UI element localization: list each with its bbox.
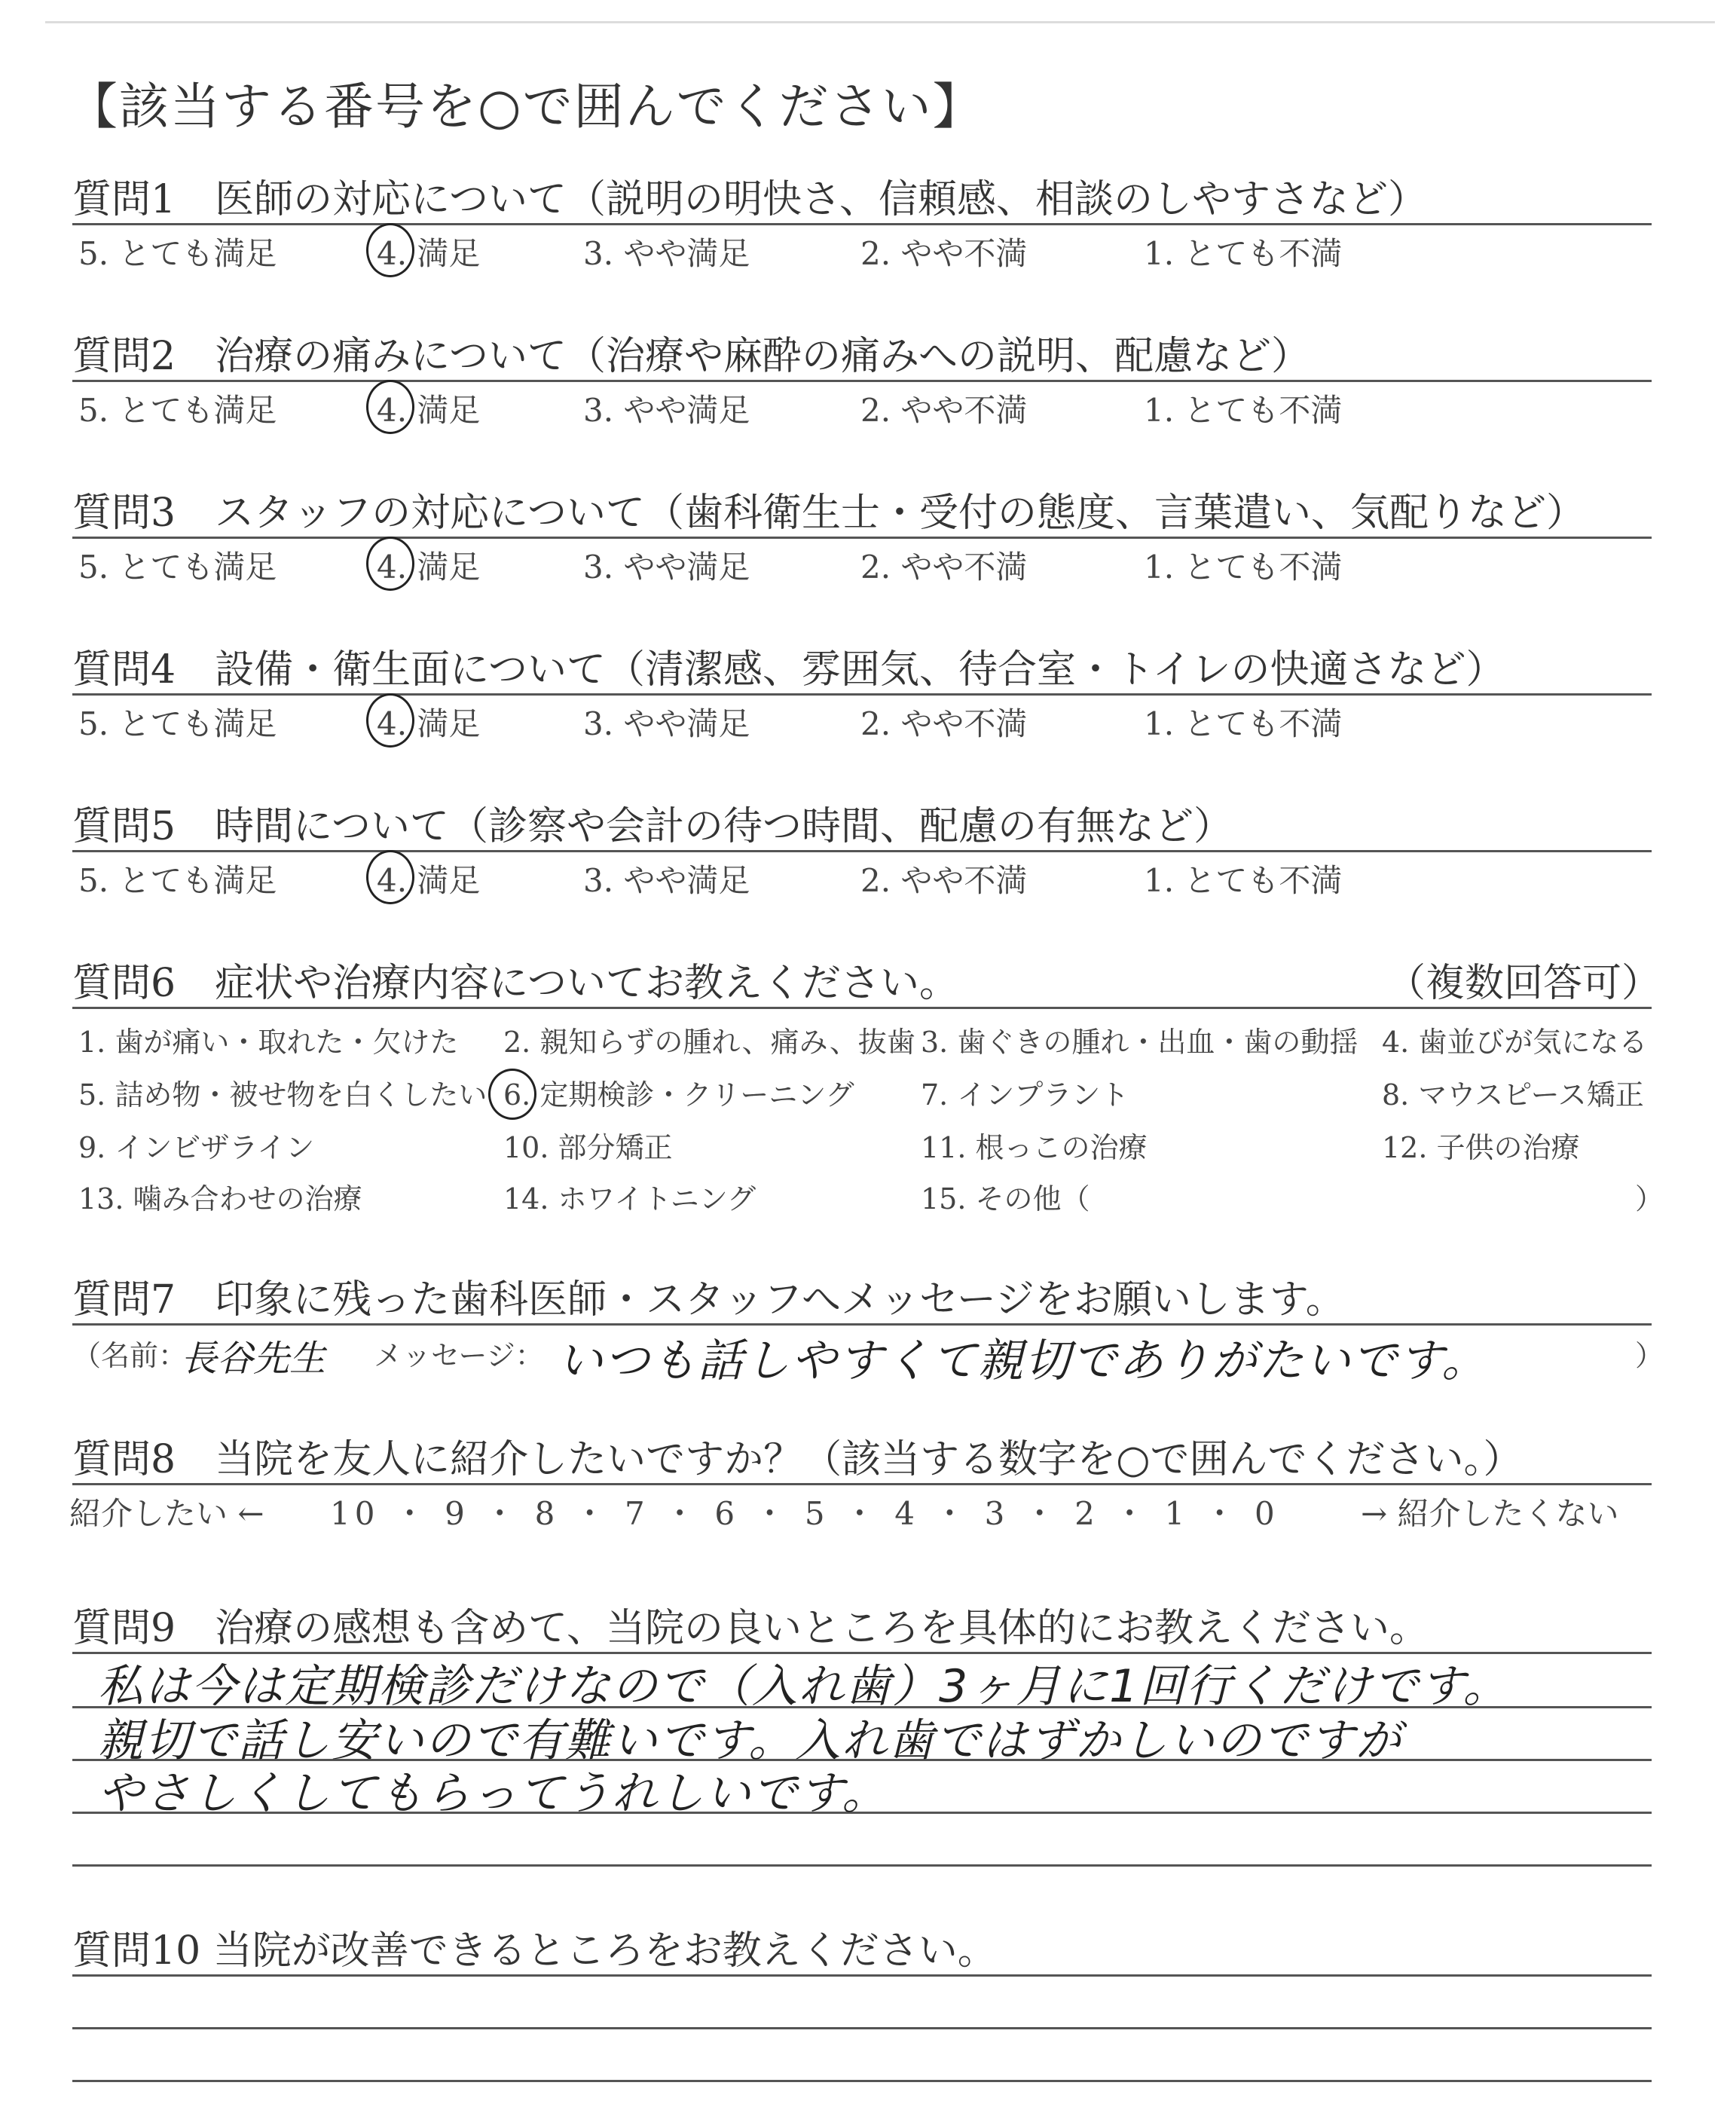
q4-rule [72, 693, 1652, 696]
q3-rule [72, 537, 1652, 539]
q8-scale: 10 ・ 9 ・ 8 ・ 7 ・ 6 ・ 5 ・ 4 ・ 3 ・ 2 ・ 1 ・ 0 [330, 1495, 1279, 1532]
q4-title: 質問4 設備・衛生面について（清潔感、雰囲気、待合室・トイレの快適さなど） [72, 647, 1505, 693]
q2-title: 質問2 治療の痛みについて（治療や麻酔の痛みへの説明、配慮など） [72, 334, 1311, 379]
q1-option-1[interactable]: 1. とても不満 [1144, 235, 1343, 272]
q5-rule [72, 850, 1652, 852]
q3-title: 質問3 スタッフの対応について（歯科衛生士・受付の態度、言葉遣い、気配りなど） [72, 491, 1586, 536]
q5-option-3[interactable]: 3. やや満足 [583, 862, 750, 899]
q7-title: 質問7 印象に残った歯科医師・スタッフへメッセージをお願いします。 [72, 1277, 1345, 1323]
q6-option-14[interactable]: 14. ホワイトニング [503, 1182, 756, 1216]
q3-option-2[interactable]: 2. やや不満 [860, 549, 1028, 586]
q6-note: （複数回答可） [1386, 961, 1661, 1006]
q2-option-1[interactable]: 1. とても不満 [1144, 392, 1343, 429]
q6-option-15[interactable]: 15. その他（ [921, 1182, 1090, 1216]
q3-option-1[interactable]: 1. とても不満 [1144, 549, 1343, 586]
q7-close: ） [1635, 1339, 1664, 1372]
q5-option-4[interactable]: 4. 満足 [377, 862, 481, 899]
q1-rule [72, 223, 1652, 225]
q6-rule [72, 1007, 1652, 1009]
q5-option-2[interactable]: 2. やや不満 [860, 862, 1028, 899]
q2-option-5[interactable]: 5. とても満足 [78, 392, 277, 429]
q6-option-5[interactable]: 5. 詰め物・被せ物を白くしたい [78, 1078, 487, 1112]
q6-option-16: ） [1635, 1182, 1664, 1216]
q5-selected-circle [366, 850, 414, 904]
q6-option-12[interactable]: 12. 子供の治療 [1382, 1131, 1580, 1164]
q9-answer-line-2: 親切で話し安いので有難いです。入れ歯ではずかしいのですが [98, 1714, 1403, 1767]
q6-option-2[interactable]: 2. 親知らずの腫れ、痛み、抜歯 [503, 1026, 915, 1059]
q5-option-1[interactable]: 1. とても不満 [1144, 862, 1343, 899]
q2-rule [72, 380, 1652, 382]
q5-option-5[interactable]: 5. とても満足 [78, 862, 277, 899]
q10-rule-3 [72, 2080, 1652, 2082]
q3-option-5[interactable]: 5. とても満足 [78, 549, 277, 586]
q6-option-4[interactable]: 4. 歯並びが気になる [1382, 1026, 1648, 1059]
q1-option-4[interactable]: 4. 満足 [377, 235, 481, 272]
q2-option-3[interactable]: 3. やや満足 [583, 392, 750, 429]
q10-title: 質問10 当院が改善できるところをお教えください。 [72, 1928, 997, 1974]
q9-title: 質問9 治療の感想も含めて、当院の良いところを具体的にお教えください。 [72, 1606, 1429, 1651]
q2-selected-circle [366, 380, 414, 434]
page-heading: 【該当する番号を○で囲んでください】 [68, 78, 984, 136]
q4-option-4[interactable]: 4. 満足 [377, 705, 481, 742]
q10-rule-2 [72, 2027, 1652, 2029]
q8-right-label: → 紹介したくない [1361, 1495, 1619, 1532]
q9-rule-5 [72, 1864, 1652, 1867]
q1-title: 質問1 医師の対応について（説明の明快さ、信頼感、相談のしやすさなど） [72, 177, 1427, 222]
q9-answer-line-3: やさしくしてもらってうれしいです。 [98, 1767, 889, 1820]
q1-selected-circle [366, 223, 414, 277]
q6-option-9[interactable]: 9. インビザライン [78, 1131, 315, 1164]
q6-option-3[interactable]: 3. 歯ぐきの腫れ・出血・歯の動揺 [921, 1026, 1359, 1059]
q2-option-4[interactable]: 4. 満足 [377, 392, 481, 429]
q6-option-11[interactable]: 11. 根っこの治療 [921, 1131, 1148, 1164]
q1-option-5[interactable]: 5. とても満足 [78, 235, 277, 272]
q1-option-2[interactable]: 2. やや不満 [860, 235, 1028, 272]
q6-option-6[interactable]: 6. 定期検診・クリーニング [503, 1078, 854, 1112]
q4-selected-circle [366, 693, 414, 748]
q8-title: 質問8 当院を友人に紹介したいですか？（該当する数字を○で囲んでください。） [72, 1437, 1523, 1482]
q7-message-value: いつも話しやすくて親切でありがたいです。 [558, 1335, 1489, 1387]
q6-option-1[interactable]: 1. 歯が痛い・取れた・欠けた [78, 1026, 459, 1059]
q6-option-8[interactable]: 8. マウスピース矯正 [1382, 1078, 1644, 1112]
q4-option-5[interactable]: 5. とても満足 [78, 705, 277, 742]
q8-rule [72, 1483, 1652, 1485]
top-border [45, 21, 1715, 23]
q7-name-label: （名前： [72, 1339, 188, 1372]
q5-title: 質問5 時間について（診察や会計の待つ時間、配慮の有無など） [72, 804, 1233, 849]
q7-name-value: 長谷先生 [181, 1338, 326, 1380]
q7-message-label: メッセージ： [374, 1339, 544, 1372]
q6-selected-circle [488, 1069, 536, 1120]
q8-left-label: 紹介したい ← [69, 1495, 264, 1532]
q3-option-4[interactable]: 4. 満足 [377, 549, 481, 586]
q6-option-13[interactable]: 13. 噛み合わせの治療 [78, 1182, 362, 1216]
q6-option-7[interactable]: 7. インプラント [921, 1078, 1129, 1112]
q3-option-3[interactable]: 3. やや満足 [583, 549, 750, 586]
q4-option-1[interactable]: 1. とても不満 [1144, 705, 1343, 742]
q3-selected-circle [366, 537, 414, 591]
q4-option-2[interactable]: 2. やや不満 [860, 705, 1028, 742]
q1-option-3[interactable]: 3. やや満足 [583, 235, 750, 272]
q6-option-10[interactable]: 10. 部分矯正 [503, 1131, 673, 1164]
q6-title: 質問6 症状や治療内容についてお教えください。 [72, 961, 959, 1006]
q4-option-3[interactable]: 3. やや満足 [583, 705, 750, 742]
q10-rule-1 [72, 1974, 1652, 1977]
q2-option-2[interactable]: 2. やや不満 [860, 392, 1028, 429]
q9-answer-line-1: 私は今は定期検診だけなので（入れ歯）3ヶ月に1回行くだけです。 [98, 1660, 1510, 1713]
